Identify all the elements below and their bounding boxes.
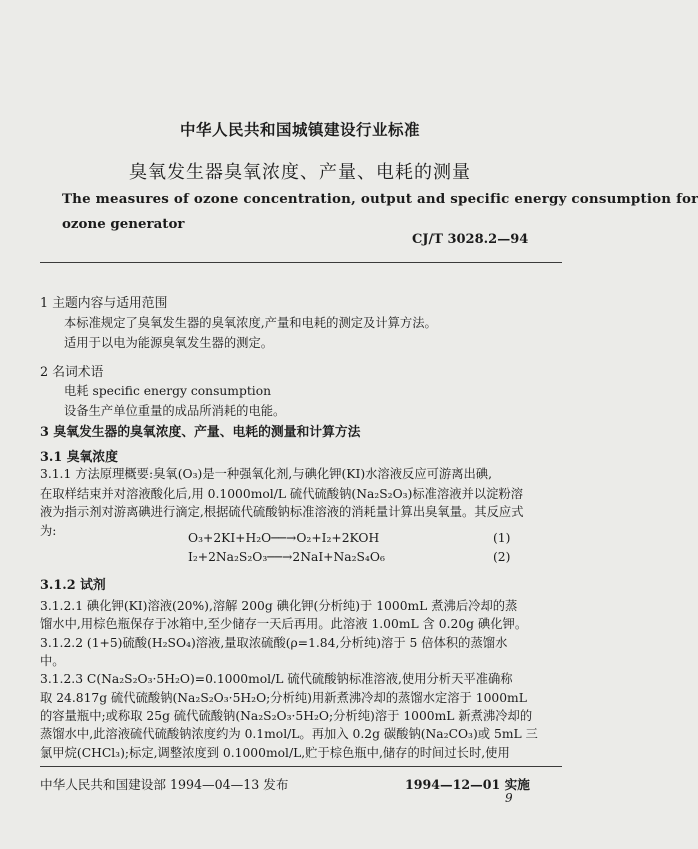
clause-3-1-1-line-2: 在取样结束并对溶液酸化后,用 0.1000mol/L 硫代硫酸钠(Na₂S₂O₃)标准溶液并以淀粉溶	[40, 487, 524, 501]
standard-title-en-line1: The measures of ozone concentration, output and specific energy consumption for	[62, 191, 698, 207]
clause-3-1-1-line-4: 为:	[40, 524, 57, 538]
footer-divider	[40, 766, 562, 767]
equation-2-number: (2)	[493, 550, 511, 564]
implementation-date: 1994—12—01 实施	[405, 777, 530, 792]
standard-title-en-line2: ozone generator	[62, 216, 185, 232]
term-definition-title: 电耗 specific energy consumption	[64, 384, 272, 398]
header-divider	[40, 262, 562, 263]
standard-code: CJ/T 3028.2—94	[412, 232, 529, 247]
clause-3-1-2-3-line-4: 蒸馏水中,此溶液硫代硫酸钠浓度约为 0.1mol/L。再加入 0.2g 碳酸钠(Na₂CO₃)或 5mL 三	[40, 727, 538, 741]
clause-3-1-2-2-line-2: 中。	[40, 654, 65, 668]
section-1-heading: 1 主题内容与适用范围	[40, 296, 168, 311]
equation-1: O₃+2KI+H₂O──→O₂+I₂+2KOH	[188, 531, 380, 545]
clause-3-1-2-3-line-5: 氯甲烷(CHCl₃);标定,调整浓度到 0.1000mol/L,贮于棕色瓶中,储存的时间过长时,使用	[40, 746, 510, 760]
clause-3-1-2-heading: 3.1.2 试剂	[40, 578, 106, 593]
term-definition-text: 设备生产单位重量的成品所消耗的电能。	[64, 404, 286, 418]
clause-3-1-2-3-line-1: 3.1.2.3 C(Na₂S₂O₃·5H₂O)=0.1000mol/L 硫代硫酸钠标准溶液,使用分析天平准确称	[40, 672, 513, 686]
standard-title-cn: 臭氧发生器臭氧浓度、产量、电耗的测量	[129, 162, 471, 183]
clause-3-1-2-2-line-1: 3.1.2.2 (1+5)硫酸(H₂SO₄)溶液,量取浓硫酸(ρ=1.84,分析纯)溶于 5 倍体积的蒸馏水	[40, 636, 508, 650]
issue-date: 中华人民共和国建设部 1994—04—13 发布	[40, 777, 289, 792]
clause-3-1-1-line-1: 3.1.1 方法原理概要:臭氧(O₃)是一种强氧化剂,与碘化钾(KI)水溶液反应可游离出碘,	[40, 467, 493, 481]
section-3-1-heading: 3.1 臭氧浓度	[40, 450, 118, 465]
section-2-heading: 2 名词术语	[40, 365, 104, 380]
clause-3-1-2-3-line-2: 取 24.817g 硫代硫酸钠(Na₂S₂O₃·5H₂O;分析纯)用新煮沸冷却的蒸馏水定溶于 1000mL	[40, 691, 527, 705]
issuing-organization: 中华人民共和国城镇建设行业标准	[179, 120, 420, 139]
section-1-paragraph-2: 适用于以电为能源臭氧发生器的测定。	[64, 336, 274, 350]
equation-1-number: (1)	[493, 531, 511, 545]
clause-3-1-2-1-line-2: 馏水中,用棕色瓶保存于冰箱中,至少储存一天后再用。此溶液 1.00mL 含 0.20g 碘化钾。	[40, 617, 528, 631]
clause-3-1-1-line-3: 液为指示剂对游离碘进行滴定,根据硫代硫酸钠标准溶液的消耗量计算出臭氧量。其反应式	[40, 505, 524, 519]
section-1-paragraph-1: 本标准规定了臭氧发生器的臭氧浓度,产量和电耗的测定及计算方法。	[64, 316, 437, 330]
section-3-heading: 3 臭氧发生器的臭氧浓度、产量、电耗的测量和计算方法	[40, 425, 361, 440]
clause-3-1-2-3-line-3: 的容量瓶中;或称取 25g 硫代硫酸钠(Na₂S₂O₃·5H₂O;分析纯)溶于 1000mL 新煮沸冷却的	[40, 709, 533, 723]
page-number: 9	[505, 791, 513, 805]
clause-3-1-2-1-line-1: 3.1.2.1 碘化钾(KI)溶液(20%),溶解 200g 碘化钾(分析纯)于 1000mL 煮沸后冷却的蒸	[40, 599, 518, 613]
equation-2: I₂+2Na₂S₂O₃──→2NaI+Na₂S₄O₆	[188, 550, 385, 564]
